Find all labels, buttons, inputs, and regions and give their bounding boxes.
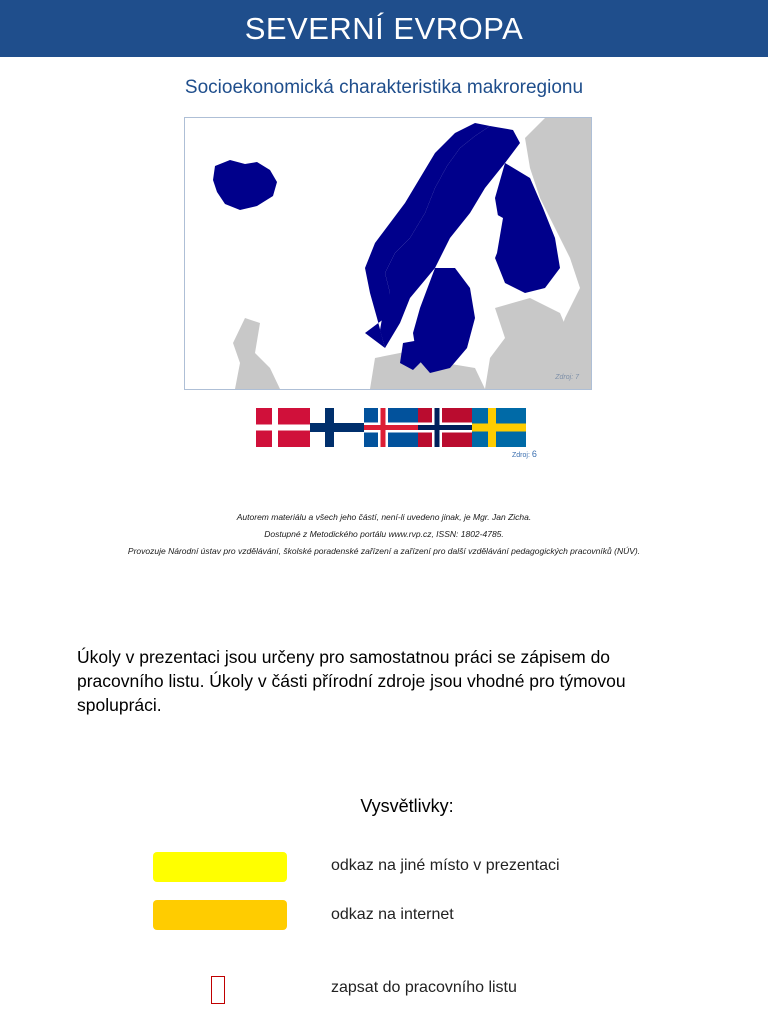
legend-item-internet-link: odkaz na internet [331, 906, 454, 923]
pen-icon [211, 976, 225, 1004]
title-bar [0, 0, 768, 57]
nordic-map [184, 117, 592, 390]
bothnia-sea [470, 208, 503, 283]
britain-land [233, 318, 280, 389]
credits-line-3: Provozuje Národní ústav pro vzdělávání, školské poradenské zařízení a zařízení pro další vzdělávání pedagogických pracovníků (NÚV). [127, 546, 641, 556]
denmark-flag [256, 408, 310, 447]
flag-source-prefix: Zdroj: [512, 452, 530, 459]
credits-line-2: Dostupné z Metodického portálu www.rvp.cz, ISSN: 1802-4785. [264, 529, 504, 539]
finland-flag [310, 408, 364, 447]
legend-item-internal-link: odkaz na jiné místo v prezentaci [331, 857, 560, 874]
tasks-paragraph: Úkoly v prezentaci jsou určeny pro samostatnou práci se zápisem do pracovního listu. Úkoly v části přírodní zdroje jsou vhodné pro týmovou spolupráci. [77, 647, 626, 715]
iceland-land [213, 160, 277, 210]
legend-swatch-orange [153, 900, 287, 930]
flag-source-label [512, 449, 537, 459]
flag-source-number: 6 [531, 449, 537, 459]
credits-line-1: Autorem materiálu a všech jeho částí, není-li uvedeno jinak, je Mgr. Jan Zicha. [236, 512, 532, 522]
sweden-flag [472, 408, 526, 447]
flags-strip [256, 408, 544, 447]
map-source-label: Zdroj: 7 [555, 374, 579, 381]
page-subtitle: Socioekonomická charakteristika makroregionu [184, 77, 584, 98]
map-graphic [185, 118, 591, 389]
legend-item-worksheet: zapsat do pracovního listu [331, 979, 517, 996]
legend-title: Vysvětlivky: [360, 796, 454, 816]
page-title: SEVERNÍ EVROPA [244, 10, 524, 46]
credits-block [0, 509, 768, 560]
legend-swatch-yellow [153, 852, 287, 882]
norway-flag [418, 408, 472, 447]
iceland-flag [364, 408, 418, 447]
